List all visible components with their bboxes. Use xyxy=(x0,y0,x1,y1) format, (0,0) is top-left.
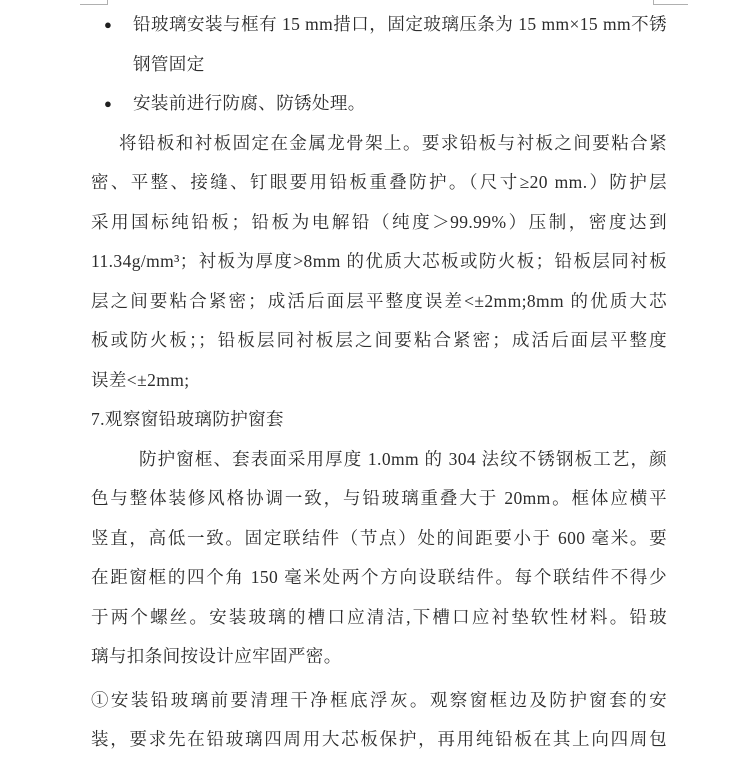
text-line: 防护窗框、套表面采用厚度 1.0mm 的 304 法纹不锈钢板工艺，颜 xyxy=(139,448,667,469)
text-line: 层之间要粘合紧密；成活后面层平整度误差<±2mm;8mm 的优质大芯 xyxy=(91,290,667,311)
text-line: ①安装铅玻璃前要清理干净框底浮灰。观察窗框边及防护窗套的安 xyxy=(91,689,667,710)
text-line: 钢管固定 xyxy=(133,53,205,74)
text-line: 在距窗框的四个角 150 毫米处两个方向设联结件。每个联结件不得少 xyxy=(91,567,667,587)
paragraph-window-frame xyxy=(91,440,667,677)
bullet-item-glass-install xyxy=(91,5,667,84)
text-line: 板或防火板；；铅板层同衬板层之间要粘合紧密；成活后面层平整度 xyxy=(91,330,667,350)
text-line: 采用国标纯铅板；铅板为电解铅（纯度＞99.99%）压制，密度达到 xyxy=(91,211,667,232)
document-page xyxy=(91,5,667,760)
paragraph-install-step1 xyxy=(91,681,667,760)
text-line: 误差<±2mm; xyxy=(91,369,190,390)
text-line: 色与整体装修风格协调一致，与铅玻璃重叠大于 20mm。框体应横平 xyxy=(91,488,667,508)
text-line: 铅玻璃安装与框有 15 mm措口，固定玻璃压条为 15 mm×15 mm不锈 xyxy=(133,14,667,34)
text-line: 安装前进行防腐、防锈处理。 xyxy=(133,93,366,113)
bullet-icon: ● xyxy=(104,96,112,111)
text-line: 装，要求先在铅玻璃四周用大芯板保护，再用纯铅板在其上向四周包 xyxy=(91,729,667,749)
paragraph-lead-board xyxy=(91,124,667,401)
text-line: 密、平整、接缝、钉眼要用铅板重叠防护。（尺寸≥20 mm.）防护层 xyxy=(91,172,667,192)
bullet-icon: ● xyxy=(104,17,112,32)
text-line: 于两个螺丝。安装玻璃的槽口应清洁,下槽口应衬垫软性材料。铅玻 xyxy=(91,606,667,627)
text-line: 竖直，高低一致。固定联结件（节点）处的间距要小于 600 毫米。要 xyxy=(91,527,667,548)
text-line: 将铅板和衬板固定在金属龙骨架上。要求铅板与衬板之间要粘合紧 xyxy=(119,132,667,153)
section-heading: 7.观察窗铅玻璃防护窗套 xyxy=(91,409,284,429)
text-line: 璃与扣条间按设计应牢固严密。 xyxy=(91,646,342,666)
text-line: 11.34g/mm³；衬板为厚度>8mm 的优质大芯板或防火板；铅板层同衬板 xyxy=(91,251,667,271)
bullet-item-anticorrosion xyxy=(91,84,667,124)
